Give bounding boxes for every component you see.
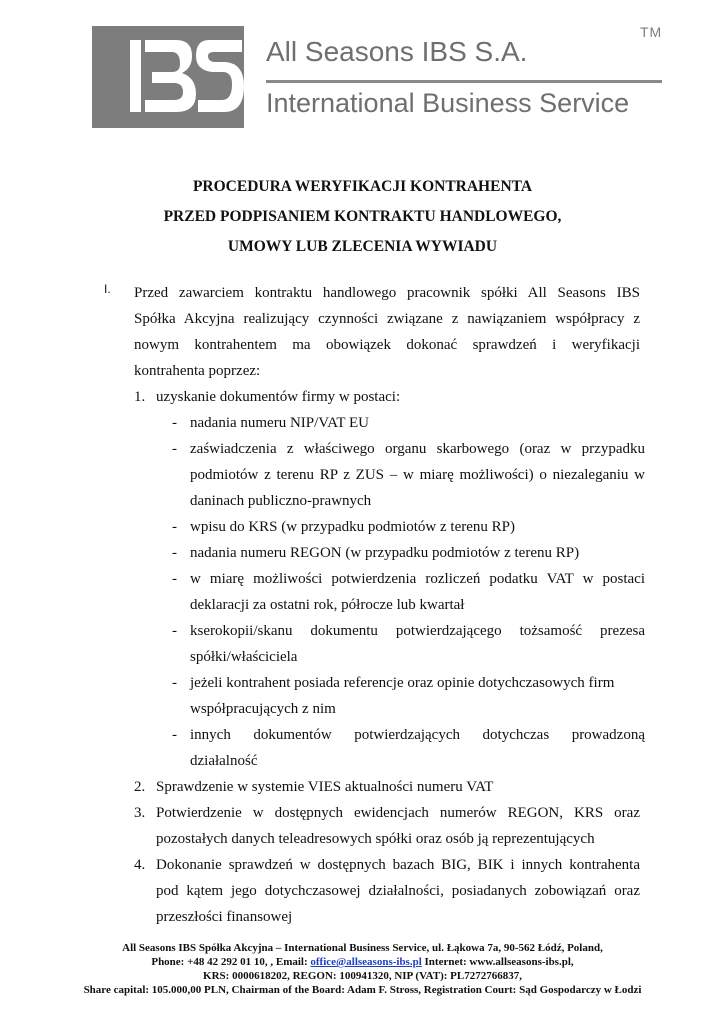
- sub-item: [190, 540, 645, 566]
- dash-bullet: -: [172, 441, 177, 457]
- company-logo: [92, 26, 244, 128]
- list-text-line: Dokonanie sprawdzeń w dostępnych bazach BIG, BIK i innych kontrahenta: [156, 857, 640, 873]
- sub-item-line: działalność: [190, 753, 258, 769]
- dash-bullet: -: [172, 623, 177, 639]
- company-name: All Seasons IBS S.A.: [266, 36, 528, 67]
- sub-item: [190, 436, 645, 514]
- ibs-logo-mark: [92, 26, 244, 128]
- sub-item-line: zaświadczenia z właściwego organu skarbowego (oraz w przypadku: [190, 441, 645, 457]
- page-footer: [0, 941, 725, 997]
- intro-line: Spółka Akcyjna realizujący czynności związane z nawiązaniem współpracy z: [134, 311, 640, 327]
- list-text-line: Potwierdzenie w dostępnych ewidencjach numerów REGON, KRS oraz: [156, 805, 640, 821]
- sub-item-line: innych dokumentów potwierdzających dotychczas prowadzoną: [190, 727, 645, 743]
- list-text-line: pozostałych danych teleadresowych spółki oraz osób ją reprezentujących: [156, 831, 595, 847]
- footer-phone: Phone: +48 42 292 01 10, , Email:: [151, 956, 311, 968]
- header-divider: [266, 80, 662, 83]
- section-number: I.: [104, 282, 111, 296]
- footer-registration: KRS: 0000618202, REGON: 100941320, NIP (VAT): PL7272766837,: [203, 970, 522, 982]
- sub-item-line: kserokopii/skanu dokumentu potwierdzającego tożsamość prezesa: [190, 623, 645, 639]
- sub-item: [190, 618, 645, 670]
- sub-item-line: daninach publiczno-prawnych: [190, 493, 372, 509]
- company-subtitle: International Business Service: [266, 88, 630, 118]
- letterhead: [92, 24, 672, 134]
- list-number: 3.: [134, 805, 146, 821]
- sub-item: [190, 670, 645, 722]
- trademark-mark: TM: [640, 24, 663, 40]
- list-number: 2.: [134, 779, 146, 795]
- footer-contact: [0, 955, 725, 969]
- sub-item-line: podmiotów z terenu RP z ZUS – w miarę możliwości) o niezaleganiu w: [190, 467, 645, 483]
- sub-item: [190, 514, 645, 540]
- sub-item-line: nadania numeru NIP/VAT EU: [190, 415, 370, 431]
- intro-line: nowym kontrahentem ma obowiązek dokonać sprawdzeń i weryfikacji: [134, 337, 640, 353]
- sub-item-line: spółki/właściciela: [190, 649, 298, 665]
- dash-bullet: -: [172, 545, 177, 561]
- list-text-line: pod kątem jego dotychczasowej działalności, posiadanych zobowiązań oraz: [156, 883, 640, 899]
- sub-item-line: jeżeli kontrahent posiada referencje oraz opinie dotychczasowych firm: [190, 675, 615, 691]
- title-line-3: UMOWY LUB ZLECENIA WYWIADU: [227, 238, 498, 255]
- intro-line: Przed zawarciem kontraktu handlowego pracownik spółki All Seasons IBS: [134, 285, 640, 301]
- sub-item-line: wpisu do KRS (w przypadku podmiotów z terenu RP): [190, 519, 515, 535]
- list-text-line: przeszłości finansowej: [156, 909, 293, 925]
- sub-item-line: deklaracji za ostatni rok, półrocze lub kwartał: [190, 597, 465, 613]
- sub-item: [190, 722, 645, 774]
- list-number: 1.: [134, 389, 146, 405]
- dash-bullet: -: [172, 571, 177, 587]
- footer-website: Internet: www.allseasons-ibs.pl,: [421, 956, 574, 968]
- footer-email-link[interactable]: office@allseasons-ibs.pl: [310, 956, 422, 968]
- list-number: 4.: [134, 857, 146, 873]
- sub-item-line: nadania numeru REGON (w przypadku podmiotów z terenu RP): [190, 545, 580, 561]
- title-line-1: PROCEDURA WERYFIKACJI KONTRAHENTA: [192, 178, 533, 195]
- title-line-2: PRZED PODPISANIEM KONTRAKTU HANDLOWEGO,: [163, 208, 562, 225]
- dash-bullet: -: [172, 415, 177, 431]
- list-text: [156, 800, 640, 852]
- sub-item: [190, 566, 645, 618]
- list-text: [156, 852, 640, 930]
- list-text-line: Sprawdzenie w systemie VIES aktualności numeru VAT: [156, 779, 494, 795]
- sub-item-line: w miarę możliwości potwierdzenia rozliczeń podatku VAT w postaci: [190, 571, 645, 587]
- footer-address: All Seasons IBS Spółka Akcyjna – International Business Service, ul. Łąkowa 7a, 90-562 Łódź, Poland,: [122, 942, 603, 954]
- footer-capital: Share capital: 105.000,00 PLN, Chairman of the Board: Adam F. Stross, Registration Court: Sąd Gospodarczy w Łodzi: [83, 984, 642, 996]
- sub-item: [190, 410, 645, 436]
- dash-bullet: -: [172, 727, 177, 743]
- intro-line: kontrahenta poprzez:: [134, 363, 261, 379]
- sub-item-line: współpracujących z nim: [190, 701, 336, 717]
- list-text: uzyskanie dokumentów firmy w postaci:: [156, 389, 401, 405]
- list-text: [156, 774, 640, 800]
- intro-paragraph: [134, 280, 640, 384]
- document-title: [0, 172, 725, 262]
- dash-bullet: -: [172, 519, 177, 535]
- dash-bullet: -: [172, 675, 177, 691]
